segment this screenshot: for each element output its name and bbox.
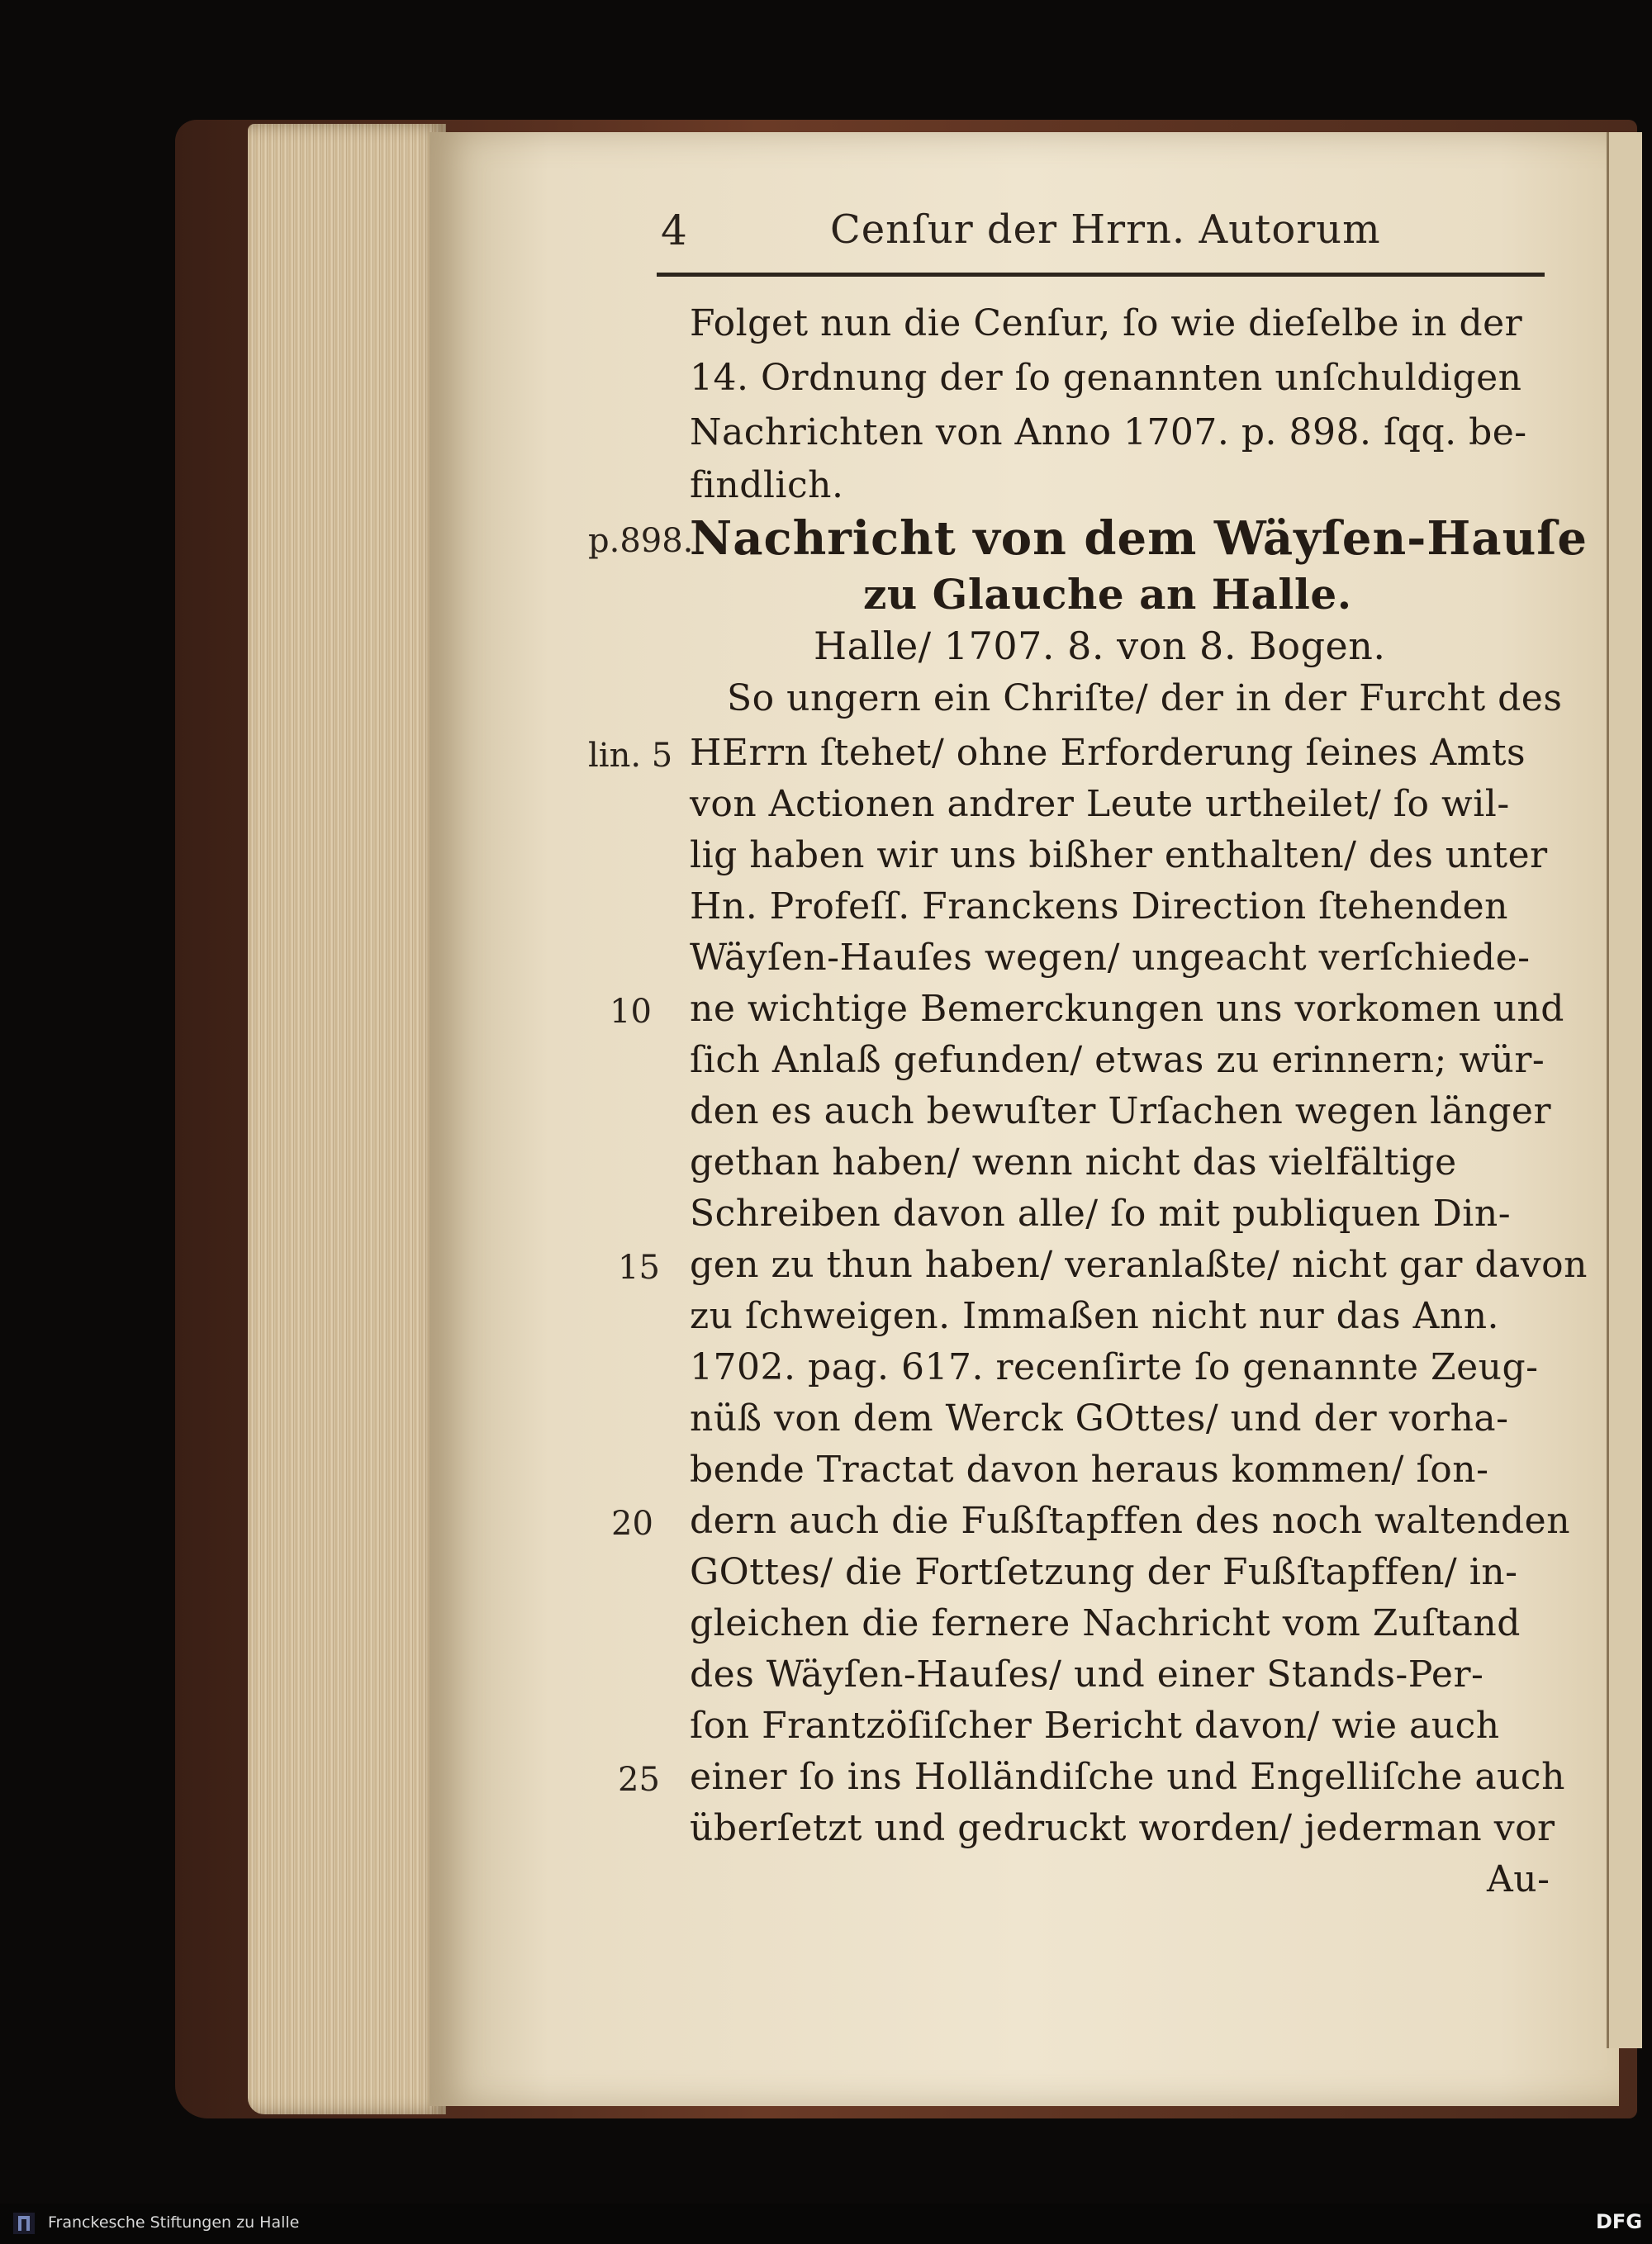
section-heading: Nachricht von dem Wäyſen-Hauſe <box>690 511 1588 566</box>
text-line: 14. Ordnung der ſo genannten unſchuldigen <box>690 357 1522 399</box>
text-line: Hn. Profeſſ. Franckens Direction ſtehenden <box>690 885 1508 927</box>
text-line: einer ſo ins Holländiſche und Engelliſche auch <box>690 1756 1565 1798</box>
text-line: Folget nun die Cenſur, ſo wie dieſelbe in der <box>690 302 1523 344</box>
text-line: findlich. <box>690 464 844 506</box>
text-line: Nachrichten von Anno 1707. p. 898. ſqq. be- <box>690 411 1527 453</box>
text-line: Schreiben davon alle/ ſo mit publiquen Din- <box>690 1193 1512 1235</box>
margin-line-10: 10 <box>610 993 652 1031</box>
text-line: gleichen die fernere Nachricht vom Zuſtand <box>690 1602 1521 1644</box>
dfg-logo: DFG <box>1596 2210 1643 2233</box>
text-line: des Wäyſen-Hauſes/ und einer Stands-Per- <box>690 1653 1484 1696</box>
text-line: überſetzt und gedruckt worden/ jederman vor <box>690 1807 1555 1849</box>
institution-name: Franckesche Stiftungen zu Halle <box>48 2213 300 2232</box>
text-line: nüß von dem Werck GOttes/ und der vorha- <box>690 1397 1509 1440</box>
margin-line-5: lin. 5 <box>588 737 673 775</box>
next-page-edge <box>1607 132 1642 2048</box>
text-line: bende Tractat davon heraus kommen/ ſon- <box>690 1449 1489 1491</box>
section-heading-line2: zu Glauche an Halle. <box>863 570 1352 619</box>
margin-line-25: 25 <box>618 1761 660 1799</box>
institution-logo-icon <box>12 2211 36 2236</box>
text-line: dern auch die Fußſtapffen des noch waltenden <box>690 1500 1571 1542</box>
page-number: 4 <box>661 206 687 254</box>
page-edges <box>248 124 446 2114</box>
catchword: Au- <box>1487 1858 1550 1900</box>
text-line: gen zu thun haben/ veranlaßte/ nicht gar davon <box>690 1244 1588 1286</box>
text-line: ſich Anlaß gefunden/ etwas zu erinnern; wür- <box>690 1039 1545 1081</box>
text-line: So ungern ein Chriſte/ der in der Furcht des <box>727 677 1563 719</box>
header-rule <box>657 273 1545 277</box>
text-line: GOttes/ die Fortſetzung der Fußſtapffen/ in- <box>690 1551 1518 1593</box>
text-line: ſon Frantzöſiſcher Bericht davon/ wie auch <box>690 1705 1500 1747</box>
text-line: Wäyſen-Hauſes wegen/ ungeacht verſchiede- <box>690 937 1531 979</box>
text-line: von Actionen andrer Leute urtheilet/ ſo wil- <box>690 783 1510 825</box>
publication-info: Halle/ 1707. 8. von 8. Bogen. <box>814 624 1386 668</box>
text-line: zu ſchweigen. Immaßen nicht nur das Ann. <box>690 1295 1500 1337</box>
text-line: 1702. pag. 617. recenſirte ſo genannte Zeug- <box>690 1346 1539 1388</box>
text-line: HErrn ſtehet/ ohne Erforderung ſeines Amts <box>690 732 1526 774</box>
margin-line-15: 15 <box>618 1249 660 1287</box>
margin-page-ref: p.898. <box>588 522 694 560</box>
text-line: ne wichtige Bemerckungen uns vorkomen und <box>690 988 1564 1030</box>
margin-line-20: 20 <box>611 1505 653 1543</box>
running-head: Cenſur der Hrrn. Autorum <box>830 206 1381 253</box>
text-line: den es auch bewuſter Urſachen wegen länger <box>690 1090 1551 1132</box>
text-line: gethan haben/ wenn nicht das vielfältige <box>690 1141 1457 1184</box>
text-line: lig haben wir uns bißher enthalten/ des unter <box>690 834 1548 876</box>
